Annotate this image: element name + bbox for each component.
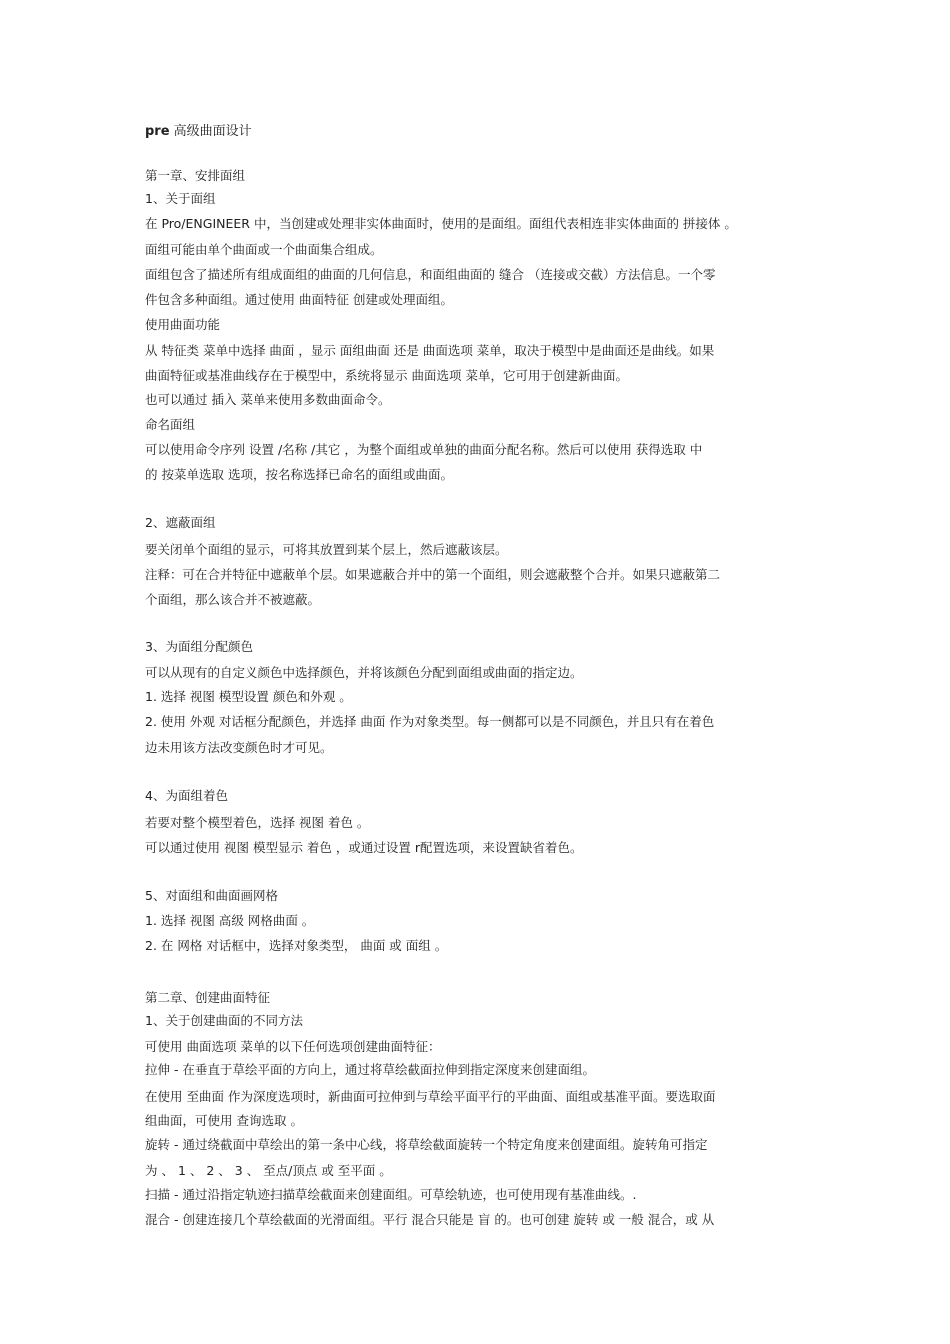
subheading-surface-functions: 使用曲面功能: [145, 317, 221, 332]
section-2-1-heading: 1、关于创建曲面的不同方法: [145, 1013, 303, 1028]
paragraph-line: 为 、 1 、 2 、 3 、 至点/顶点 或 至平面 。: [145, 1163, 392, 1178]
paragraph-line: 可使用 曲面选项 菜单的以下任何选项创建曲面特征：: [145, 1039, 441, 1054]
paragraph-line: 要关闭单个面组的显示，可将其放置到某个层上，然后遮蔽该层。: [145, 542, 508, 557]
paragraph-line: 可以通过使用 视图 模型显示 着色 ，或通过设置 r配置选项，来设置缺省着色。: [145, 840, 583, 855]
paragraph-line: 从 特征类 菜单中选择 曲面 ，显示 面组曲面 还是 曲面选项 菜单，取决于模型中是曲面还是曲线。如果: [145, 343, 715, 358]
paragraph-line: 若要对整个模型着色，选择 视图 着色 。: [145, 815, 370, 830]
paragraph-line: 可以使用命令序列 设置 /名称 /其它 ，为整个面组或单独的曲面分配名称。然后可以使用 获得选取 中: [145, 442, 703, 457]
section-2-heading: 2、遮蔽面组: [145, 515, 216, 530]
paragraph-line: 也可以通过 插入 菜单来使用多数曲面命令。: [145, 392, 391, 407]
list-item: 1. 选择 视图 模型设置 颜色和外观 。: [145, 689, 352, 704]
section-1-1-heading: 1、关于面组: [145, 191, 216, 206]
paragraph-line: 的 按菜单选取 选项，按名称选择已命名的面组或曲面。: [145, 467, 453, 482]
list-item: 2. 使用 外观 对话框分配颜色，并选择 曲面 作为对象类型。每一侧都可以是不同颜色，并且只有在着色: [145, 714, 715, 729]
paragraph-line: 可以从现有的自定义颜色中选择颜色，并将该颜色分配到面组或曲面的指定边。: [145, 665, 583, 680]
section-4-heading: 4、为面组着色: [145, 788, 228, 803]
paragraph-line: 在 Pro/ENGINEER 中，当创建或处理非实体曲面时，使用的是面组。面组代表相连非实体曲面的 拼接体 。: [145, 216, 737, 231]
paragraph-line: 面组包含了描述所有组成面组的曲面的几何信息，和面组曲面的 缝合 （连接或交截）方法信息。一个零: [145, 267, 716, 282]
chapter-1-heading: 第一章、安排面组: [145, 168, 246, 183]
list-item: 1. 选择 视图 高级 网格曲面 。: [145, 913, 315, 928]
paragraph-line: 曲面特征或基准曲线存在于模型中，系统将显示 曲面选项 菜单，它可用于创建新曲面。: [145, 368, 628, 383]
title-rest: 高级曲面设计: [169, 124, 252, 139]
list-item: 2. 在 网格 对话框中，选择对象类型， 曲面 或 面组 。: [145, 938, 448, 953]
chapter-2-heading: 第二章、创建曲面特征: [145, 990, 271, 1005]
paragraph-line: 在使用 至曲面 作为深度选项时，新曲面可拉伸到与草绘平面平行的平曲面、面组或基准平面。要选取面: [145, 1089, 716, 1104]
document-title: [145, 120, 252, 139]
list-item: 混合 - 创建连接几个草绘截面的光滑面组。平行 混合只能是 盲 的。也可创建 旋转 或 一般 混合，或 从: [145, 1212, 715, 1227]
paragraph-line: 面组可能由单个曲面或一个曲面集合组成。: [145, 242, 383, 257]
paragraph-line: 注释：可在合并特征中遮蔽单个层。如果遮蔽合并中的第一个面组，则会遮蔽整个合并。如果只遮蔽第二: [145, 567, 721, 582]
paragraph-line: 个面组，那么该合并不被遮蔽。: [145, 592, 321, 607]
paragraph-line: 边未用该方法改变颜色时才可见。: [145, 740, 333, 755]
section-3-heading: 3、为面组分配颜色: [145, 639, 253, 654]
subheading-naming-quilts: 命名面组: [145, 417, 196, 432]
list-item: 拉伸 - 在垂直于草绘平面的方向上，通过将草绘截面拉伸到指定深度来创建面组。: [145, 1062, 595, 1077]
title-bold: pre: [145, 124, 170, 139]
paragraph-line: 件包含多种面组。通过使用 曲面特征 创建或处理面组。: [145, 292, 453, 307]
section-5-heading: 5、对面组和曲面画网格: [145, 888, 278, 903]
paragraph-line: 组曲面，可使用 查询选取 。: [145, 1113, 303, 1128]
list-item: 扫描 - 通过沿指定轨迹扫描草绘截面来创建面组。可草绘轨迹，也可使用现有基准曲线。.: [145, 1187, 637, 1202]
list-item: 旋转 - 通过绕截面中草绘出的第一条中心线，将草绘截面旋转一个特定角度来创建面组。旋转角可指定: [145, 1137, 708, 1152]
